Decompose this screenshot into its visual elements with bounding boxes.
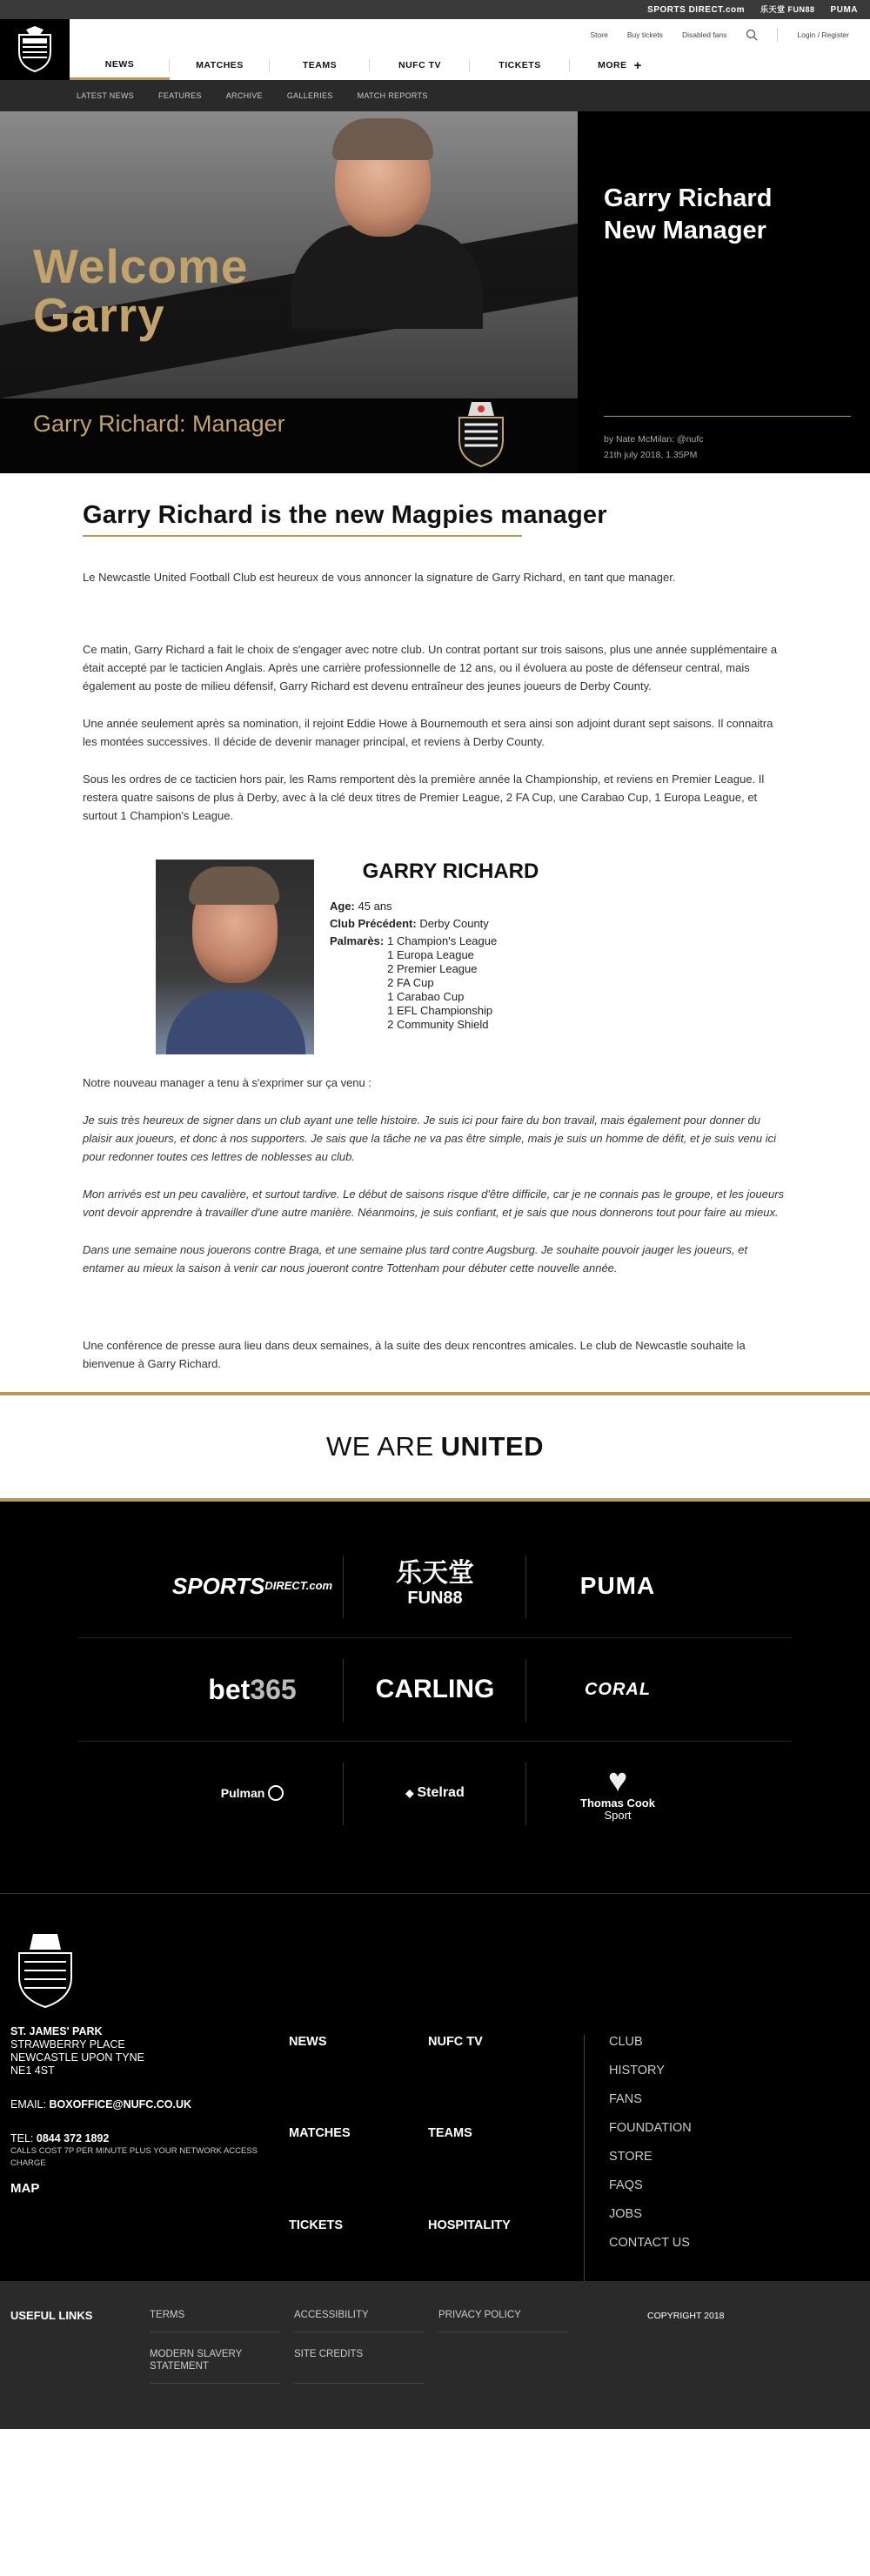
util-disabled-fans[interactable]: Disabled fans	[681, 30, 727, 39]
address-line: NE1 4ST	[10, 2064, 55, 2077]
utility-nav	[70, 19, 870, 50]
useful-links-heading: USEFUL LINKS	[10, 2309, 93, 2322]
diamond-icon: ◆	[405, 1787, 414, 1799]
hero-banner	[0, 111, 870, 473]
subnav-features[interactable]: FEATURES	[157, 91, 202, 100]
sponsor-puma-logo[interactable]	[526, 1547, 709, 1625]
welcome-line-1: Welcome	[33, 239, 249, 293]
hero-byline	[604, 432, 704, 463]
venue-name: ST. JAMES' PARK	[10, 2025, 103, 2037]
sponsors-section	[0, 1502, 870, 1893]
hero-image	[0, 111, 578, 473]
profile-name: GARRY RICHARD	[362, 860, 539, 883]
nufc-crest-icon[interactable]	[10, 1930, 80, 2009]
welcome-line-2: Garry	[33, 288, 165, 342]
nav-matches-label: MATCHES	[196, 60, 244, 70]
heart-icon: ♥	[607, 1763, 628, 1799]
subnav-match-reports[interactable]: MATCH REPORTS	[357, 91, 428, 100]
sponsor-carling-logo[interactable]	[344, 1650, 526, 1729]
sponsor-text: CARLING	[375, 1675, 495, 1703]
closing-paragraph: Une conférence de presse aura lieu dans deux semaines, à la suite des deux rencontres amicales. Le club de Newcastle souhaite la bienvenue à Garry Richard.	[83, 1339, 746, 1370]
link-terms[interactable]: TERMS	[150, 2309, 280, 2332]
article-body	[0, 473, 870, 1373]
address-line: STRAWBERRY PLACE	[10, 2038, 125, 2051]
subnav-galleries[interactable]: GALLERIES	[286, 91, 333, 100]
address-line: NEWCASTLE UPON TYNE	[10, 2051, 144, 2064]
sub-nav	[0, 80, 870, 111]
age-value: 45 ans	[358, 900, 392, 913]
main-nav	[70, 50, 870, 80]
list-item: 1 EFL Championship	[387, 1004, 493, 1017]
map-link[interactable]: MAP	[10, 2181, 40, 2196]
sponsor-stelrad-logo[interactable]	[344, 1754, 526, 1832]
plus-icon: +	[633, 57, 642, 73]
nav-nufc-tv-label: NUFC TV	[398, 60, 441, 70]
tel-link[interactable]: 0844 372 1892	[36, 2132, 110, 2144]
sponsor-coral-logo[interactable]	[526, 1650, 709, 1729]
footer-link-jobs[interactable]: JOBS	[609, 2207, 642, 2221]
club-label: Club Précédent:	[330, 917, 417, 930]
sponsor-text: Thomas Cook	[580, 1797, 655, 1810]
footer-link-foundation[interactable]: FOUNDATION	[609, 2121, 692, 2135]
footer-link-matches[interactable]: MATCHES	[289, 2126, 351, 2141]
nav-tickets-label: TICKETS	[499, 60, 541, 70]
sponsor-divider	[78, 1637, 792, 1638]
hero-welcome	[33, 239, 249, 342]
footer-link-contact[interactable]: CONTACT US	[609, 2236, 690, 2250]
sponsor-text: Stelrad	[417, 1785, 465, 1800]
nav-teams-label: TEAMS	[302, 60, 338, 70]
footer-secondary-links	[609, 2035, 692, 2250]
tel-row	[10, 2132, 271, 2145]
byline-date: 21th july 2018, 1.35PM	[604, 450, 698, 460]
list-item: 2 Premier League	[387, 962, 478, 975]
sponsor-bet365-logo[interactable]	[161, 1650, 344, 1729]
club-address	[10, 2025, 271, 2195]
subnav-latest-news[interactable]: LATEST NEWS	[77, 91, 134, 100]
logo[interactable]	[0, 19, 70, 80]
sponsor-text: PUMA	[579, 1572, 656, 1599]
hero-divider	[604, 416, 851, 417]
list-item: 1 Carabao Cup	[387, 990, 465, 1003]
link-site-credits[interactable]: SITE CREDITS	[294, 2348, 425, 2384]
sponsor-divider	[78, 1741, 792, 1742]
sponsor-strip	[0, 0, 870, 19]
copyright: COPYRIGHT 2018	[647, 2311, 725, 2321]
manager-photo	[156, 860, 314, 1054]
nufc-crest-icon	[452, 398, 510, 468]
footer-link-tickets[interactable]: TICKETS	[289, 2218, 344, 2232]
sponsor-accent-text: 365	[250, 1673, 297, 1705]
nav-news-label: NEWS	[104, 58, 135, 70]
palmares-label: Palmarès:	[330, 934, 385, 947]
sponsor-text: SPORTS	[171, 1573, 265, 1599]
nav-tickets[interactable]	[470, 50, 570, 80]
profile-club	[330, 917, 572, 931]
profile-palmares	[330, 934, 572, 1032]
link-accessibility[interactable]: ACCESSIBILITY	[294, 2309, 425, 2332]
list-item: 1 Europa League	[387, 948, 474, 961]
sponsor-text: Pulman	[220, 1786, 265, 1800]
article-title: Garry Richard is the new Magpies manager	[83, 501, 607, 529]
quote-paragraph: Je suis très heureux de signer dans un club ayant une telle histoire. Je suis ici pour faire du bon travail, mais également pour donner du plaisir aux joueurs, et donc à nos supporters. Je sais que la tâche ne va pas être simple, mais je suis un homme de défit, et je suis venu ici pour redonner toutes ces lettres de noblesses au club.	[83, 1114, 777, 1163]
title-rule	[83, 535, 522, 537]
footer-link-club[interactable]: CLUB	[609, 2035, 643, 2049]
age-label: Age:	[330, 900, 355, 913]
nav-more[interactable]	[570, 50, 670, 80]
footer-link-fans[interactable]: FANS	[609, 2092, 642, 2106]
nav-nufc-tv[interactable]	[370, 50, 470, 80]
footer-link-news[interactable]: NEWS	[289, 2035, 327, 2049]
site-footer	[0, 1893, 870, 2281]
tel-label: TEL:	[10, 2132, 34, 2144]
hero-headline	[604, 183, 844, 247]
article-paragraph: Le Newcastle United Football Club est heureux de vous annoncer la signature de Garry Richard, en tant que manager.	[83, 571, 676, 584]
sponsor-sportsdirect[interactable]: SPORTS DIRECT.com	[647, 4, 746, 15]
quote-paragraph: Mon arrivés est un peu cavalière, et surtout tardive. Le début de saisons risque d'être difficile, car je ne connais pas le groupe, et les joueurs vont devoir apprendre à travailler d'une autre manière. Néanmoins, je suis confiant, et je sais que nous donnerons tout pour faire au mieux.	[83, 1188, 785, 1219]
footer-link-store[interactable]: STORE	[609, 2150, 652, 2164]
sponsor-small-text: DIRECT.com	[264, 1579, 333, 1592]
article-paragraph: Ce matin, Garry Richard a fait le choix de s'engager avec notre club. Un contrat portant sur trois saisons, plus une année supplémentaire a était accepté par le tacticien Anglais. Après une carrière professionnelle de 12 ans, ou il évoluera au poste de défenseur central, mais également au poste de milieu défensif, Garry Richard est devenu entraîneur des jeunes joueurs de Derby County.	[83, 643, 778, 693]
sponsor-fun88[interactable]: 乐天堂 FUN88	[760, 5, 815, 14]
useful-links	[150, 2309, 583, 2384]
sponsor-small-text: Sport	[604, 1809, 632, 1822]
util-login[interactable]: Login / Register	[797, 30, 849, 39]
list-item: 2 FA Cup	[387, 976, 434, 989]
link-privacy-policy[interactable]: PRIVACY POLICY	[438, 2309, 569, 2332]
footer-link-faqs[interactable]: FAQS	[609, 2178, 643, 2192]
photo-hair	[189, 866, 279, 905]
sponsor-text: CORAL	[584, 1679, 652, 1699]
email-label: EMAIL:	[10, 2098, 46, 2111]
nav-teams[interactable]	[270, 50, 370, 80]
site-header	[0, 19, 870, 80]
sponsor-text: bet	[208, 1673, 251, 1705]
manager-hair	[332, 118, 433, 160]
manager-body	[291, 224, 483, 329]
slogan-part-2: UNITED	[440, 1431, 544, 1462]
footer-link-nufc-tv[interactable]: NUFC TV	[428, 2035, 483, 2049]
headline-line-2: New Manager	[604, 217, 766, 244]
util-store[interactable]: Store	[590, 30, 608, 39]
list-item: 2 Community Shield	[387, 1018, 489, 1031]
sponsor-row	[0, 1745, 870, 1841]
footer-link-history[interactable]: HISTORY	[609, 2064, 665, 2078]
vw-icon	[268, 1785, 284, 1801]
nav-news[interactable]	[70, 50, 170, 80]
util-divider	[777, 28, 778, 42]
sponsor-puma[interactable]: PUMA	[830, 4, 858, 15]
nav-matches[interactable]	[170, 50, 270, 80]
sponsor-pulman-logo[interactable]	[161, 1754, 344, 1832]
article-paragraph: Sous les ordres de ce tacticien hors pair, les Rams remportent dès la première année la Championship, et reviens en Premier League. Il restera quatre saisons de plus à Derby, avec à la clé deux titres de Premier League, 2 FA Cup, une Carabao Cup, 1 Europa League, et surtout 1 Champion's League.	[83, 773, 765, 822]
sponsor-sportsdirect-logo[interactable]	[161, 1547, 344, 1625]
link-modern-slavery[interactable]: MODERN SLAVERY STATEMENT	[150, 2348, 280, 2384]
footer-link-teams[interactable]: TEAMS	[428, 2126, 472, 2141]
util-buy-tickets[interactable]: Buy tickets	[626, 30, 663, 39]
footer-link-hospitality[interactable]: HOSPITALITY	[428, 2218, 511, 2232]
sponsor-row	[0, 1642, 870, 1737]
manager-quotes	[83, 1111, 787, 1277]
profile-age	[330, 900, 572, 913]
sponsor-row	[0, 1538, 870, 1634]
slogan-part-1: WE ARE	[326, 1431, 434, 1462]
footer-bottom-bar	[0, 2281, 870, 2429]
headline-line-1: Garry Richard	[604, 184, 773, 212]
email-link[interactable]: BOXOFFICE@NUFC.CO.UK	[49, 2098, 192, 2111]
search-icon[interactable]	[746, 29, 758, 41]
email-row	[10, 2098, 271, 2111]
palmares-list	[387, 934, 497, 1032]
footer-main-links	[289, 2035, 585, 2292]
subnav-archive[interactable]: ARCHIVE	[225, 91, 263, 100]
article-paragraph: Une année seulement après sa nomination, il rejoint Eddie Howe à Bournemouth et sera ainsi son adjoint durant sept saisons. Il connaitra les montées successives. Il décide de devenir manager principal, et reviens à Derby County.	[83, 717, 773, 748]
hero-subtitle: Garry Richard: Manager	[33, 411, 285, 437]
photo-shirt	[166, 990, 305, 1054]
sponsor-small-text: FUN88	[407, 1589, 463, 1608]
tel-note: CALLS COST 7P PER MINUTE PLUS YOUR NETWORK ACCESS CHARGE	[10, 2146, 258, 2168]
sponsor-thomascook-logo[interactable]	[526, 1754, 709, 1832]
nav-more-label: MORE	[598, 60, 627, 70]
byline-author: by Nate McMilan: @nufc	[604, 434, 704, 445]
sponsor-fun88-logo[interactable]	[344, 1547, 526, 1625]
slogan	[0, 1395, 870, 1498]
sponsor-text: 乐天堂	[396, 1559, 474, 1588]
nufc-crest-icon	[14, 26, 56, 73]
list-item: 1 Champion's League	[387, 934, 498, 947]
quote-intro: Notre nouveau manager a tenu à s'exprimer sur ça venu :	[83, 1076, 371, 1089]
hero-side-panel	[578, 111, 870, 473]
manager-profile	[156, 860, 787, 1054]
quote-paragraph: Dans une semaine nous jouerons contre Braga, et une semaine plus tard contre Augsburg. Je souhaite pouvoir jauger les joueurs, et entamer au mieux la saison à venir car nous joueront contre Tottenham pour débuter cette nouvelle année.	[83, 1243, 748, 1275]
club-value: Derby County	[419, 917, 489, 930]
profile-info	[330, 860, 572, 1054]
